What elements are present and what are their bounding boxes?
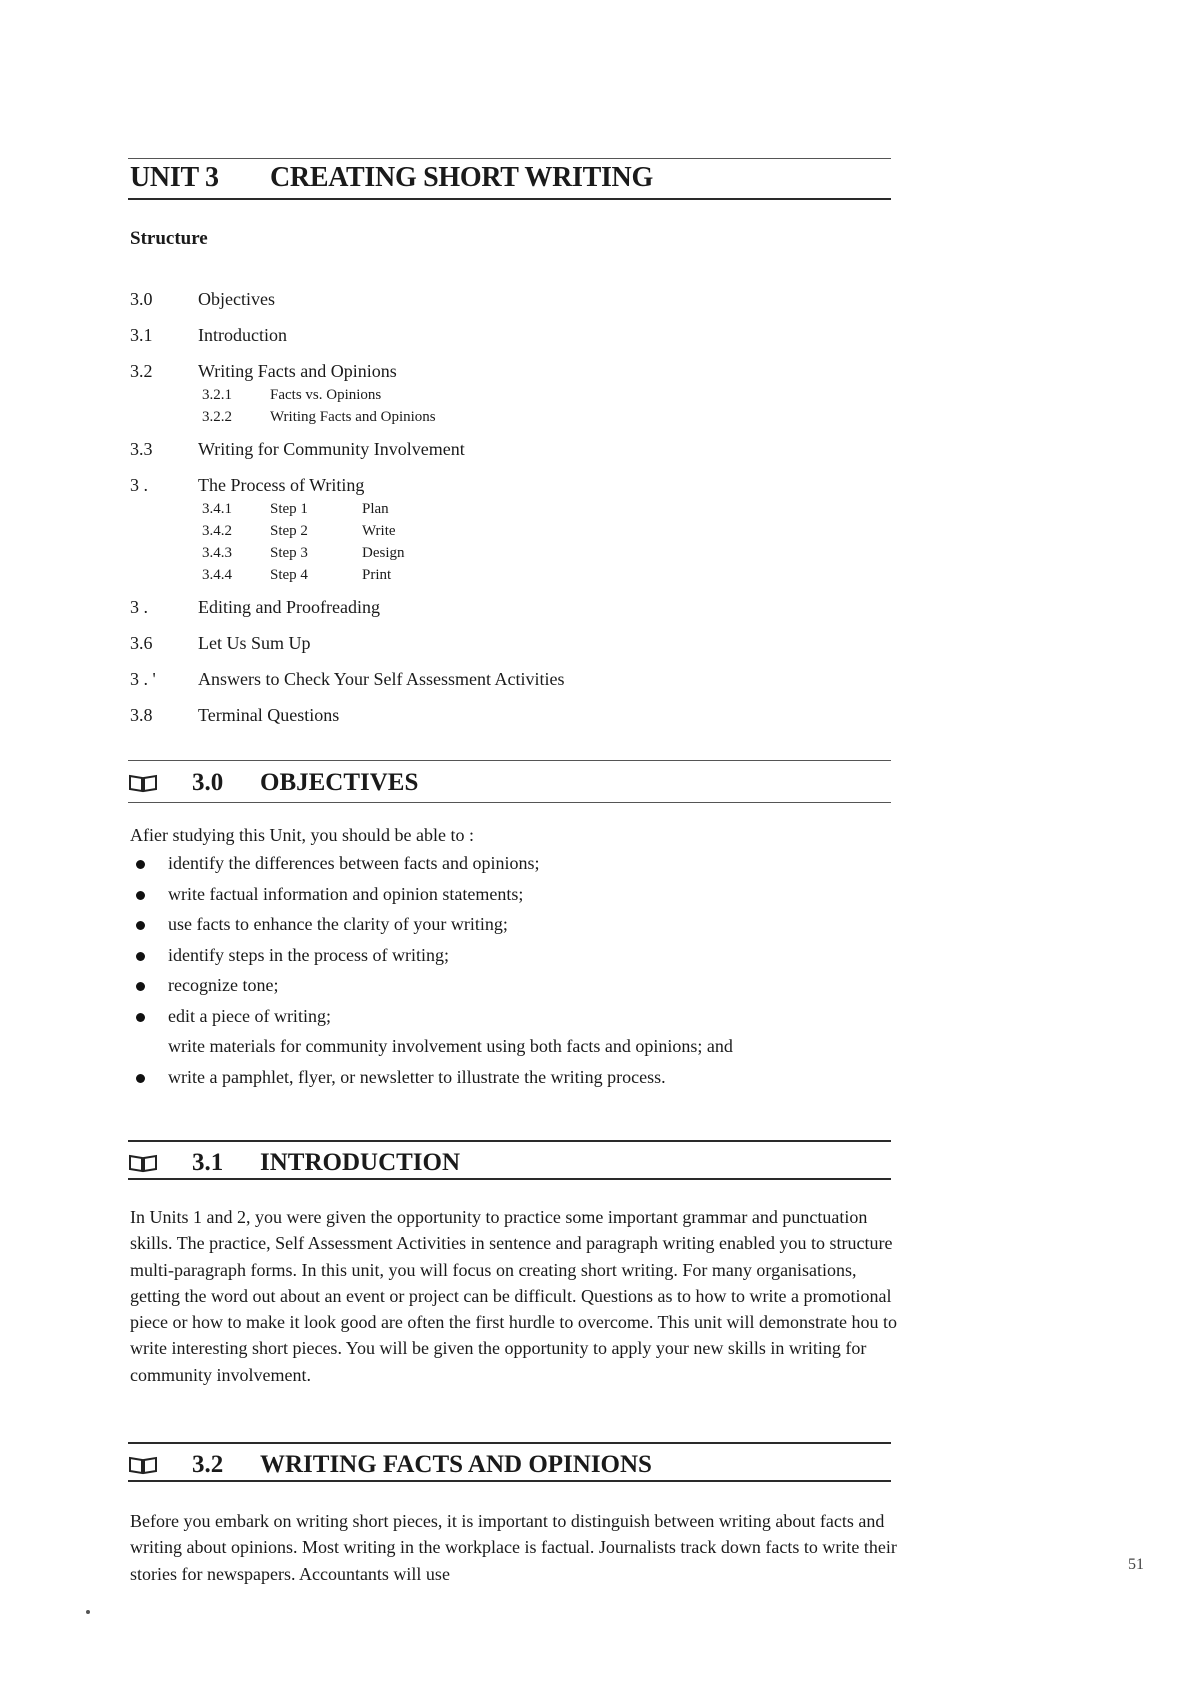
toc-title: Writing for Community Involvement	[198, 439, 465, 459]
toc-title: Objectives	[198, 289, 275, 309]
toc-subitem	[130, 567, 890, 597]
objectives-top-rule	[128, 760, 891, 761]
objective-item	[130, 945, 890, 976]
toc-sub-number: 3.4.3	[202, 545, 232, 561]
unit-title	[130, 162, 653, 194]
unit-title-text: CREATING SHORT WRITING	[270, 162, 653, 193]
introduction-top-rule	[128, 1140, 891, 1142]
page-number: 51	[1128, 1556, 1144, 1573]
toc-number: 3.3	[130, 439, 153, 459]
toc-sub-title: Plan	[362, 501, 389, 517]
introduction-paragraph: In Units 1 and 2, you were given the opportunity to practice some important grammar and punctuation skills. The practice, Self Assessment Activities in sentence and paragraph writing enabled you to structure multi-paragraph forms. In this unit, you will focus on creating short writing. For many organisations, getting the word out about an event or project can be difficult. Questions as to how to write a promotional piece or how to make it look good are often the first hurdle to overcome. This unit will demonstrate hou to write interesting short pieces. You will be given the opportunity to apply your new skills in writing for community involvement.	[130, 1207, 897, 1385]
structure-label: Structure	[130, 228, 208, 249]
section-heading-objectives	[128, 765, 418, 801]
bullet-dot-icon	[136, 1013, 145, 1022]
toc-item	[130, 633, 890, 669]
objective-item	[130, 1067, 890, 1098]
toc-sub-number: 3.4.4	[202, 567, 232, 583]
unit-title-bottom-rule	[128, 198, 891, 200]
objective-text: recognize tone;	[168, 975, 279, 995]
toc-title: Editing and Proofreading	[198, 597, 380, 617]
toc-number: 3.2	[130, 361, 153, 381]
toc-title: Answers to Check Your Self Assessment Activities	[198, 669, 565, 689]
toc-sub-title: Writing Facts and Opinions	[270, 409, 436, 425]
section-number: 3.0	[192, 769, 224, 796]
toc-sub-title: Design	[362, 545, 405, 561]
objective-text: edit a piece of writing;	[168, 1005, 331, 1026]
toc-sub-title: Write	[362, 523, 396, 539]
bullet-dot-icon	[136, 952, 145, 961]
toc-item	[130, 325, 890, 361]
toc-title: Introduction	[198, 325, 287, 345]
objectives-list	[130, 853, 890, 1097]
table-of-contents	[130, 289, 890, 741]
objective-text: write factual information and opinion statements;	[168, 883, 524, 904]
toc-item	[130, 705, 890, 741]
toc-sub-title: Print	[362, 567, 392, 583]
objective-item	[130, 853, 890, 884]
objective-item	[130, 884, 890, 915]
book-icon	[128, 1455, 158, 1475]
objective-text: write a pamphlet, flyer, or newsletter to illustrate the writing process.	[168, 1066, 666, 1087]
section-title: INTRODUCTION	[260, 1149, 461, 1176]
toc-number: 3 .	[130, 475, 148, 495]
toc-item	[130, 669, 890, 705]
toc-sub-title: Facts vs. Opinions	[270, 387, 382, 403]
bullet-dot-icon	[136, 860, 145, 869]
toc-subitem	[130, 387, 890, 409]
bullet-dot-icon	[136, 921, 145, 930]
section-number: 3.1	[192, 1149, 224, 1176]
toc-number: 3 .	[130, 597, 148, 617]
toc-sub-number: 3.4.2	[202, 523, 232, 539]
toc-sub-number: 3.2.2	[202, 409, 232, 425]
objective-item	[130, 1006, 890, 1037]
scan-speck	[86, 1610, 90, 1614]
bullet-dot-icon	[136, 982, 145, 991]
introduction-bottom-rule	[128, 1178, 891, 1180]
objective-text: identify steps in the process of writing;	[168, 944, 449, 965]
toc-number: 3.0	[130, 289, 153, 309]
toc-number: 3.6	[130, 633, 153, 653]
section-title: OBJECTIVES	[260, 769, 419, 796]
objective-item	[130, 1036, 890, 1067]
toc-title: Terminal Questions	[198, 705, 340, 725]
toc-title: Writing Facts and Opinions	[198, 361, 397, 381]
toc-number: 3 . '	[130, 669, 156, 689]
toc-item	[130, 289, 890, 325]
section-title: WRITING FACTS AND OPINIONS	[260, 1451, 652, 1478]
toc-sub-step: Step 3	[270, 545, 308, 561]
toc-title: The Process of Writing	[198, 475, 365, 495]
facts-opinions-top-rule	[128, 1442, 891, 1444]
section-heading-introduction	[128, 1145, 460, 1181]
toc-number: 3.1	[130, 325, 153, 345]
toc-subitem	[130, 501, 890, 523]
toc-sub-step: Step 4	[270, 567, 308, 583]
book-icon	[128, 773, 158, 793]
bullet-dot-icon	[136, 891, 145, 900]
bullet-dot-icon	[136, 1074, 145, 1083]
toc-subitem	[130, 409, 890, 439]
toc-subitem	[130, 545, 890, 567]
toc-item	[130, 361, 890, 387]
toc-title: Let Us Sum Up	[198, 633, 311, 653]
unit-title-top-rule	[128, 158, 891, 159]
toc-sub-number: 3.2.1	[202, 387, 232, 403]
book-icon	[128, 1153, 158, 1173]
objective-text: use facts to enhance the clarity of your writing;	[168, 914, 508, 934]
objective-text: identify the differences between facts and opinions;	[168, 853, 540, 873]
section-heading-facts-opinions	[128, 1447, 652, 1483]
toc-item	[130, 439, 890, 475]
objectives-intro: Afier studying this Unit, you should be able to :	[130, 825, 474, 845]
toc-item	[130, 475, 890, 501]
objectives-bottom-rule	[128, 802, 891, 803]
toc-sub-number: 3.4.1	[202, 501, 232, 517]
facts-opinions-bottom-rule	[128, 1480, 891, 1482]
objective-item	[130, 975, 890, 1006]
section-number: 3.2	[192, 1451, 224, 1478]
toc-sub-step: Step 2	[270, 523, 308, 539]
toc-number: 3.8	[130, 705, 153, 725]
objective-item	[130, 914, 890, 945]
toc-sub-step: Step 1	[270, 501, 308, 517]
objective-text: write materials for community involvement using both facts and opinions; and	[168, 1036, 733, 1056]
toc-subitem	[130, 523, 890, 545]
facts-opinions-paragraph: Before you embark on writing short pieces, it is important to distinguish between writing about facts and writing about opinions. Most writing in the workplace is factual. Journalists track down facts to write their stories for newspapers. Accountants will use	[130, 1511, 897, 1584]
toc-item	[130, 597, 890, 633]
unit-number: UNIT 3	[130, 162, 219, 193]
